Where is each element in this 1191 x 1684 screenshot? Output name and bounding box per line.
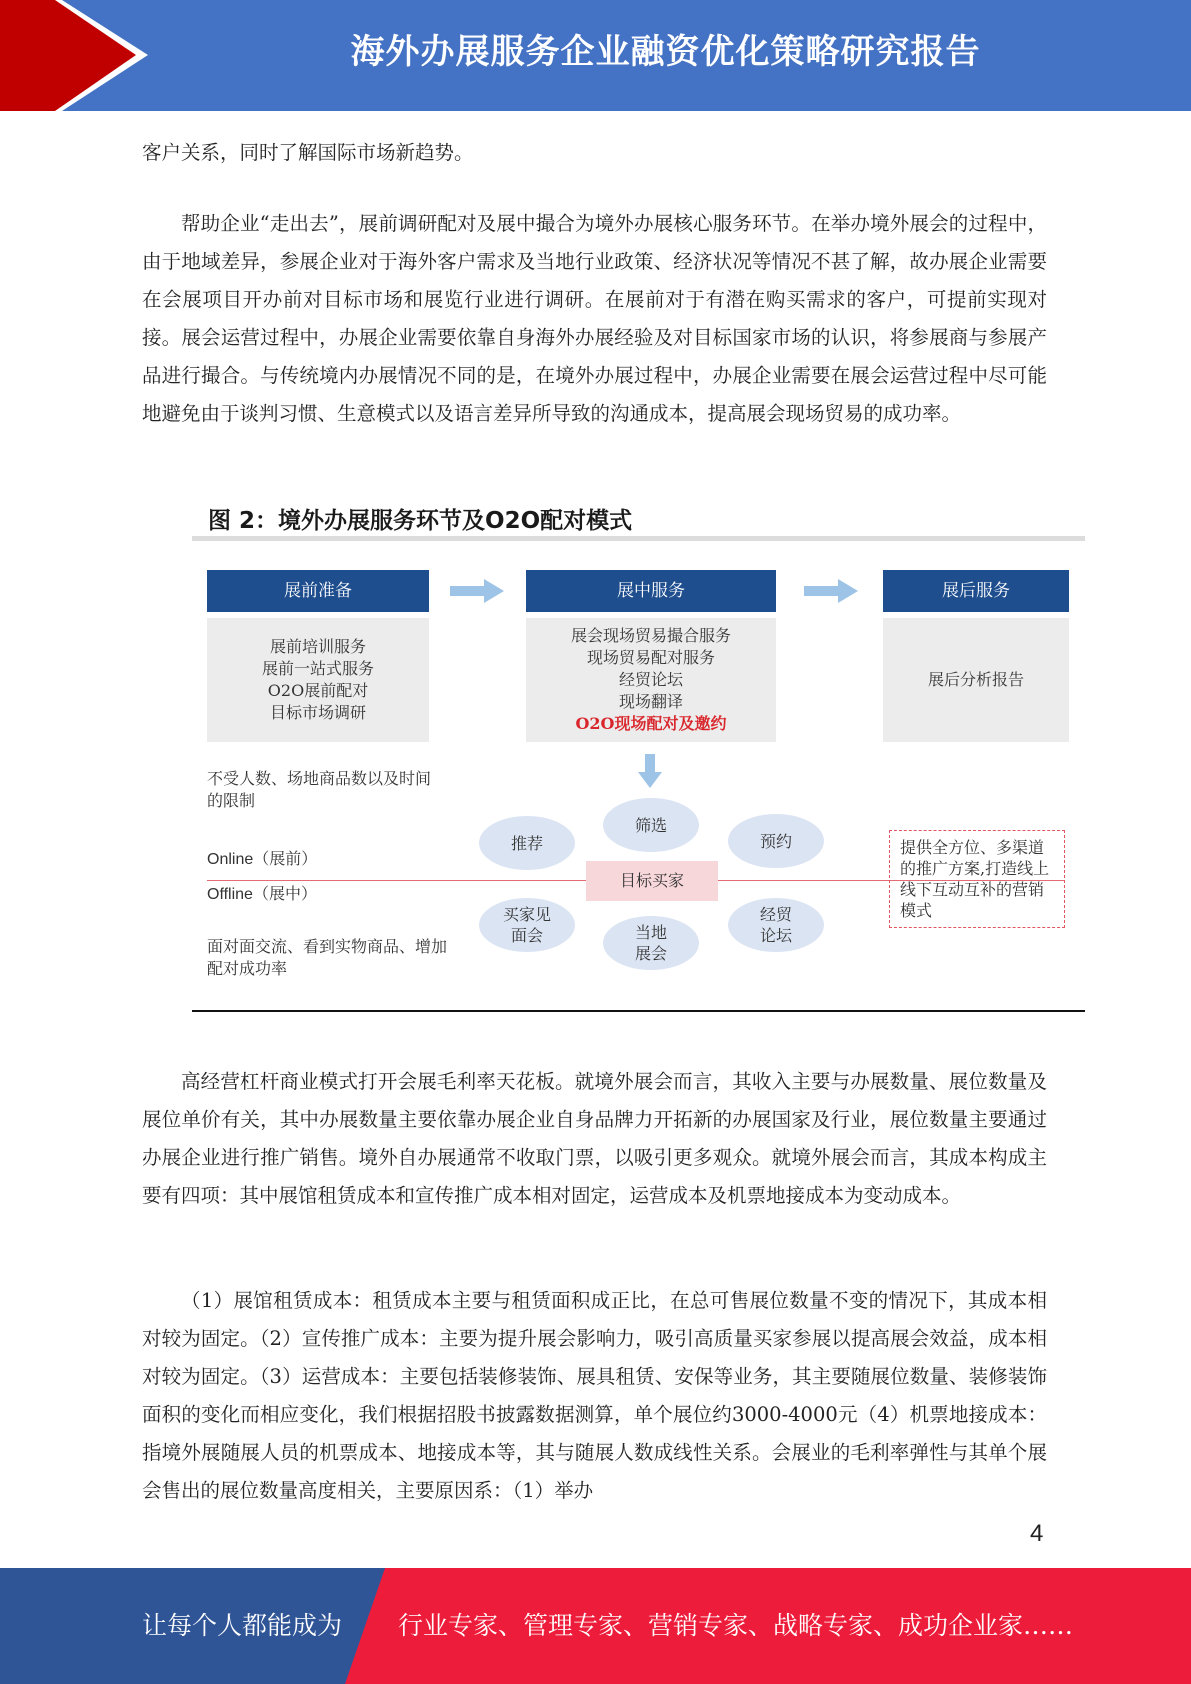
ellipse-screen: 筛选 [603,798,699,852]
right-arrow-icon [450,579,504,603]
stage-post-item: 展后分析报告 [927,670,1024,689]
online-label: Online（展前） [207,851,318,868]
offline-label: Offline（展中） [207,886,317,903]
stage-during-body [526,618,776,742]
stage-pre-item: O2O展前配对 [267,681,369,700]
stage-during-head: 展中服务 [526,570,776,612]
promotion-note-box: 提供全方位、多渠道的推广方案,打造线上线下互动互补的营销模式 [889,830,1065,928]
paragraph-1: 客户关系，同时了解国际市场新趋势。 [142,141,474,164]
stage-pre-item: 展前一站式服务 [261,659,374,678]
ellipse-forum: 经贸论坛 [728,898,824,952]
offline-note: 面对面交流、看到实物商品、增加配对成功率 [207,937,448,978]
ellipse-recommend: 推荐 [479,816,575,870]
paragraph-2: 帮助企业“走出去”，展前调研配对及展中撮合为境外办展核心服务环节。在举办境外展会的过程中，由于地域差异，参展企业对于海外客户需求及当地行业政策、经济状况等情况不甚了解，故办展企业需要在会展项目开办前对目标市场和展览行业进行调研。在展前对于有潜在购买需求的客户，可提前实现对接。展会运营过程中，办展企业需要依靠自身海外办展经验及对目标国家市场的认识，将参展商与参展产品进行撮合。与传统境内办展情况不同的是，在境外办展过程中，办展企业需要在展会运营过程中尽可能地避免由于谈判习惯、生意模式以及语言差异所导致的沟通成本，提高展会现场贸易的成功率。 [142,212,1047,425]
ellipse-buyer-meeting: 买家见面会 [479,898,575,952]
stage-during-highlight: O2O现场配对及邀约 [575,714,727,733]
page-number: 4 [1030,1520,1044,1547]
figure-o2o-model [192,500,1085,1012]
footer-slogan-right: 行业专家、管理专家、营销专家、战略专家、成功企业家…… [398,1611,1074,1640]
stage-pre-item: 展前培训服务 [269,637,366,656]
ellipse-reserve: 预约 [728,814,824,868]
stage-during-item: 经贸论坛 [618,670,683,689]
down-arrow-icon [638,754,662,788]
stage-pre-item: 目标市场调研 [269,703,366,722]
stage-post-body [883,618,1069,742]
figure-top-rule [192,536,1085,541]
figure-bottom-rule [192,1010,1085,1012]
ellipse-local-expo: 当地展会 [603,916,699,970]
stage-during-item: 现场贸易配对服务 [586,648,715,667]
online-note: 不受人数、场地商品数以及时间的限制 [207,769,432,810]
target-buyer-box: 目标买家 [586,861,718,901]
paragraph-3: 高经营杠杆商业模式打开会展毛利率天花板。就境外展会而言，其收入主要与办展数量、展位数量及展位单价有关，其中办展数量主要依靠办展企业自身品牌力开拓新的办展国家及行业，展位数量主要通过办展企业进行推广销售。境外自办展通常不收取门票，以吸引更多观众。就境外展会而言，其成本构成主要有四项：其中展馆租赁成本和宣传推广成本相对固定，运营成本及机票地接成本为变动成本。 [142,1070,1047,1207]
stage-pre-head: 展前准备 [207,570,429,612]
page-header [0,0,1191,111]
stage-during-item: 展会现场贸易撮合服务 [570,626,731,645]
paragraph-4: （1）展馆租赁成本：租赁成本主要与租赁面积成正比，在总可售展位数量不变的情况下，其成本相对较为固定。（2）宣传推广成本：主要为提升展会影响力，吸引高质量买家参展以提高展会效益，成本相对较为固定。（3）运营成本：主要包括装修装饰、展具租赁、安保等业务，其主要随展位数量、装修装饰面积的变化而相应变化，我们根据招股书披露数据测算，单个展位约3000-4000元（4）机票地接成本：指境外展随展人员的机票成本、地接成本等，其与随展人数成线性关系。会展业的毛利率弹性与其单个展会售出的展位数量高度相关，主要原因系：（1）举办 [142,1289,1047,1502]
stage-during-item: 现场翻译 [618,692,683,711]
figure-title: 图 2：境外办展服务环节及O2O配对模式 [208,508,633,534]
stage-post-head: 展后服务 [883,570,1069,612]
footer-slogan-left: 让每个人都能成为 [142,1611,343,1640]
header-chevron-decoration [0,0,160,111]
stage-pre-body [207,618,429,742]
report-title: 海外办展服务企业融资优化策略研究报告 [350,32,981,72]
right-arrow-icon [804,579,858,603]
page-footer [0,1568,1191,1684]
